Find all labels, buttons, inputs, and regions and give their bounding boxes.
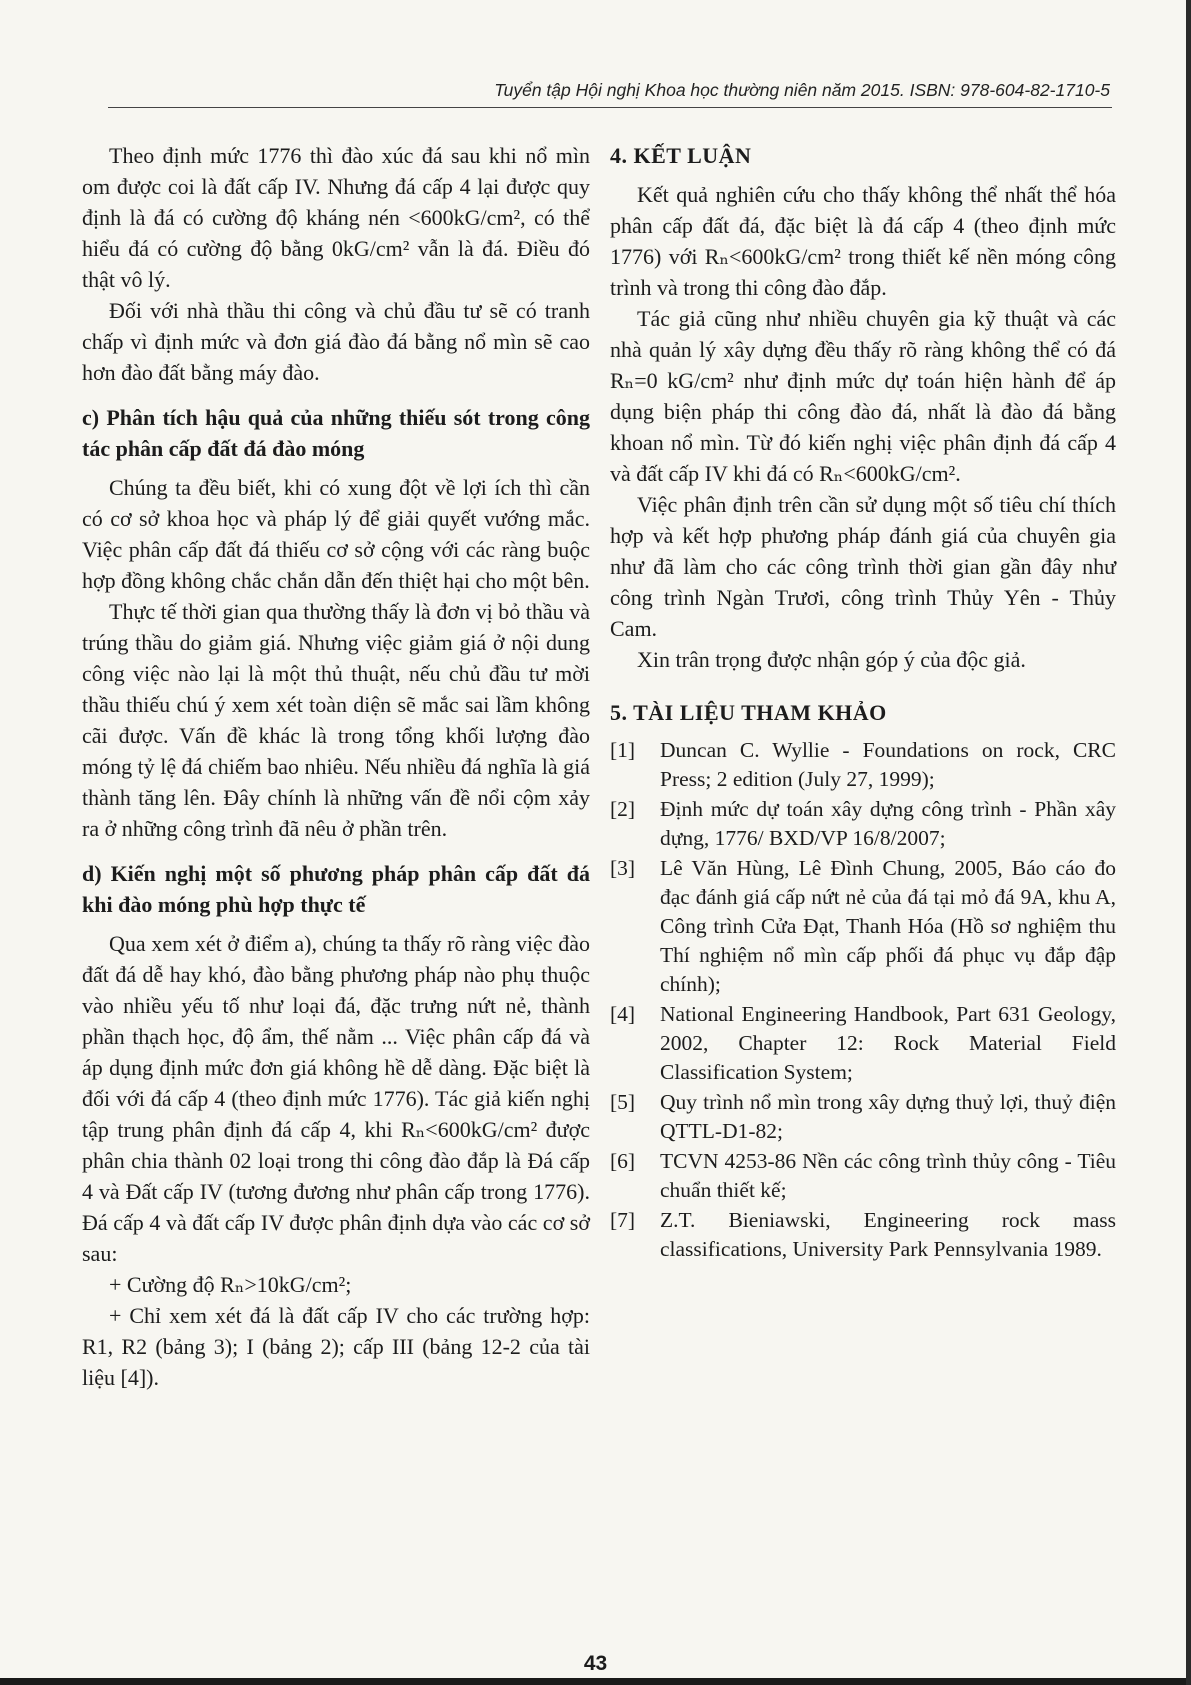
subheading-c: c) Phân tích hậu quả của những thiếu sót trong công tác phân cấp đất đá đào móng bbox=[82, 405, 590, 461]
reference-item bbox=[610, 1206, 1116, 1264]
reference-number: [1] bbox=[610, 738, 636, 762]
right-column bbox=[610, 140, 1116, 1265]
reference-text: Lê Văn Hùng, Lê Đình Chung, 2005, Báo cáo đo đạc đánh giá cấp nứt nẻ của đá tại mỏ đá 9A, khu A, Công trình Cửa Đạt, Thanh Hóa (Hồ sơ nghiệm thu Thí nghiệm nổ mìn cấp phối đá phục vụ đắp đập chính); bbox=[660, 856, 1116, 996]
paragraph: + Chỉ xem xét đá là đất cấp IV cho các trường hợp: R1, R2 (bảng 3); I (bảng 2); cấp III (bảng 12-2 của tài liệu [4]). bbox=[82, 1303, 590, 1390]
reference-number: [4] bbox=[610, 1002, 636, 1026]
reference-item bbox=[610, 854, 1116, 999]
paragraph: Thực tế thời gian qua thường thấy là đơn vị bỏ thầu và trúng thầu do giảm giá. Nhưng việc giảm giá ở nội dung công việc nào lại là một thủ thuật, nếu chủ đầu tư mời thầu thiếu chú ý xem xét toàn diện sẽ mắc sai lầm không cãi được. Vấn đề khác là trong tổng khối lượng đào móng tỷ lệ đá chiếm bao nhiêu. Nếu nhiều đá nghĩa là giá thành tăng lên. Đây chính là những vấn đề nổi cộm xảy ra ở những công trình đã nêu ở phần trên. bbox=[82, 599, 590, 841]
reference-item bbox=[610, 795, 1116, 853]
section-title-conclusion: 4. KẾT LUẬN bbox=[610, 143, 752, 168]
reference-text: TCVN 4253-86 Nền các công trình thủy công - Tiêu chuẩn thiết kế; bbox=[660, 1149, 1116, 1202]
running-header: Tuyển tập Hội nghị Khoa học thường niên năm 2015. ISBN: 978-604-82-1710-5 bbox=[494, 80, 1110, 100]
reference-text: Z.T. Bieniawski, Engineering rock mass classifications, University Park Pennsylvania 1989. bbox=[660, 1208, 1116, 1261]
reference-text: Duncan C. Wyllie - Foundations on rock, CRC Press; 2 edition (July 27, 1999); bbox=[660, 738, 1116, 791]
paragraph: Tác giả cũng như nhiều chuyên gia kỹ thuật và các nhà quản lý xây dựng đều thấy rõ ràng không thể có đá Rₙ=0 kG/cm² như định mức dự toán hiện hành để áp dụng biện pháp thi công đào đá, nhất là đào đá bằng khoan nổ mìn. Từ đó kiến nghị việc phân định đá cấp 4 và đất cấp IV khi đá có Rₙ<600kG/cm². bbox=[610, 306, 1116, 486]
paragraph: Xin trân trọng được nhận góp ý của độc giả. bbox=[637, 647, 1026, 672]
reference-item bbox=[610, 1147, 1116, 1205]
paragraph: Chúng ta đều biết, khi có xung đột về lợi ích thì cần có cơ sở khoa học và pháp lý để giải quyết vướng mắc. Việc phân cấp đất đá thiếu cơ sở cộng với các ràng buộc hợp đồng không chắc chắn dẫn đến thiệt hại cho một bên. bbox=[82, 475, 590, 593]
header-rule bbox=[108, 107, 1112, 108]
reference-text: National Engineering Handbook, Part 631 Geology, 2002, Chapter 12: Rock Material Field Classification System; bbox=[660, 1002, 1116, 1084]
reference-number: [5] bbox=[610, 1090, 636, 1114]
section-title-references: 5. TÀI LIỆU THAM KHẢO bbox=[610, 700, 887, 725]
reference-number: [6] bbox=[610, 1149, 636, 1173]
paragraph: Theo định mức 1776 thì đào xúc đá sau khi nổ mìn om được coi là đất cấp IV. Nhưng đá cấp 4 lại được quy định là đá có cường độ kháng nén <600kG/cm², có thể hiểu đá có cường độ bằng 0kG/cm² vẫn là đá. Điều đó thật vô lý. bbox=[82, 143, 590, 292]
paragraph: Kết quả nghiên cứu cho thấy không thể nhất thể hóa phân cấp đất đá, đặc biệt là đá cấp 4 (theo định mức 1776) với Rₙ<600kG/cm² trong thiết kế nền móng công trình và trong thi công đào đắp. bbox=[610, 182, 1116, 300]
reference-list bbox=[610, 736, 1116, 1264]
reference-text: Quy trình nổ mìn trong xây dựng thuỷ lợi, thuỷ điện QTTL-D1-82; bbox=[660, 1090, 1116, 1143]
reference-number: [3] bbox=[610, 856, 636, 880]
subheading-d: d) Kiến nghị một số phương pháp phân cấp đất đá khi đào móng phù hợp thực tế bbox=[82, 861, 590, 917]
reference-number: [2] bbox=[610, 797, 636, 821]
reference-item bbox=[610, 736, 1116, 794]
scan-bottom-edge bbox=[0, 1678, 1191, 1685]
paragraph: Việc phân định trên cần sử dụng một số tiêu chí thích hợp và kết hợp phương pháp đánh giá của chuyên gia như đã làm cho các công trình thời gian gần đây như công trình Ngàn Trươi, công trình Thủy Yên - Thủy Cam. bbox=[610, 492, 1116, 641]
page-number: 43 bbox=[583, 1652, 608, 1675]
reference-item bbox=[610, 1088, 1116, 1146]
left-column bbox=[82, 140, 590, 1393]
paragraph: + Cường độ Rₙ>10kG/cm²; bbox=[109, 1272, 352, 1297]
scan-right-edge bbox=[1186, 0, 1191, 1685]
reference-text: Định mức dự toán xây dựng công trình - Phần xây dựng, 1776/ BXD/VP 16/8/2007; bbox=[660, 797, 1116, 850]
paragraph: Đối với nhà thầu thi công và chủ đầu tư sẽ có tranh chấp vì định mức và đơn giá đào đá bằng nổ mìn sẽ cao hơn đào đất bằng máy đào. bbox=[82, 298, 590, 385]
paragraph: Qua xem xét ở điểm a), chúng ta thấy rõ ràng việc đào đất đá dễ hay khó, đào bằng phương pháp nào phụ thuộc vào nhiều yếu tố như loại đá, đặc trưng nứt nẻ, thành phần thạch học, độ ẩm, thế nằm ... Việc phân cấp đá và áp dụng định mức đơn giá không hề dễ dàng. Đặc biệt là đối với đá cấp 4 (theo định mức 1776). Tác giả kiến nghị tập trung phân định đá cấp 4, khi Rₙ<600kG/cm² được phân chia thành 02 loại trong thi công đào đắp là Đá cấp 4 và Đất cấp IV (tương đương như phân cấp trong 1776). Đá cấp 4 và đất cấp IV được phân định dựa vào các cơ sở sau: bbox=[82, 931, 590, 1266]
reference-item bbox=[610, 1000, 1116, 1087]
reference-number: [7] bbox=[610, 1208, 636, 1232]
